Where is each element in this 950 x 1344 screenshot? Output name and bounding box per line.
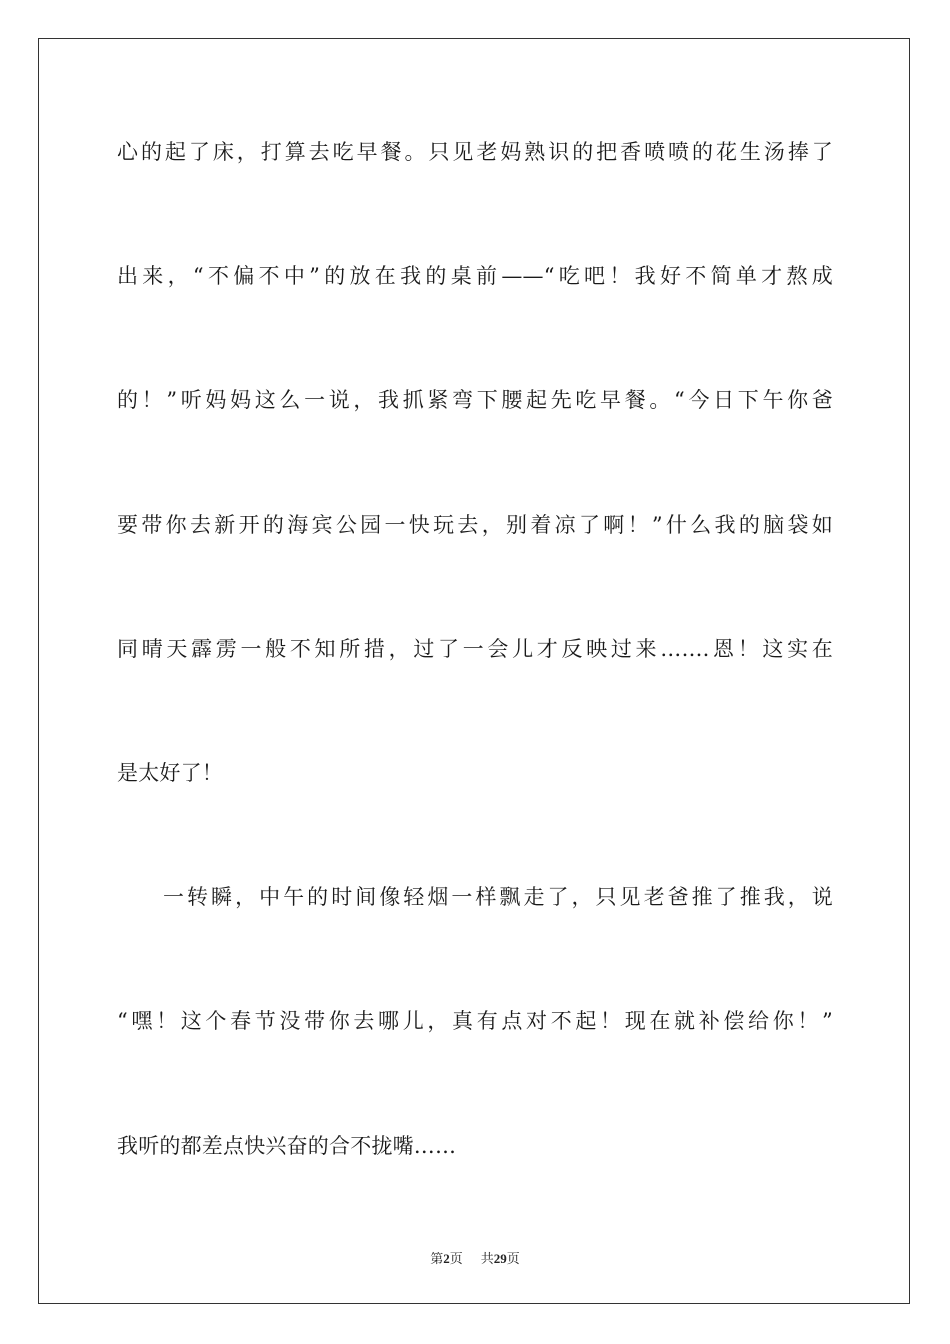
- footer-total-suffix: 页: [506, 1252, 520, 1267]
- text-line: 的！”听妈妈这么一说，我抓紧弯下腰起先吃早餐。“今日下午你爸: [117, 388, 833, 412]
- footer-page-prefix: 第: [430, 1252, 444, 1267]
- text-line: 出来，“不偏不中”的放在我的桌前——“吃吧！我好不简单才熬成: [117, 264, 833, 288]
- text-line: 心的起了床，打算去吃早餐。只见老妈熟识的把香喷喷的花生汤捧了: [117, 140, 833, 164]
- text-line: “嘿！这个春节没带你去哪儿，真有点对不起！现在就补偿给你！”: [117, 1009, 833, 1033]
- footer-total-prefix: 共: [480, 1252, 494, 1267]
- text-line: 同晴天霹雳一般不知所措，过了一会儿才反映过来…….恩！这实在: [117, 637, 833, 661]
- text-line: 是太好了！: [117, 761, 223, 785]
- footer-total-pages: 29: [493, 1251, 507, 1266]
- page-border: [38, 38, 910, 1304]
- footer-page-suffix: 页: [449, 1252, 463, 1267]
- page-footer: [0, 1251, 950, 1268]
- text-line: 我听的都差点快兴奋的合不拢嘴……: [117, 1134, 457, 1158]
- text-line: 要带你去新开的海宾公园一快玩去，别着凉了啊！”什么我的脑袋如: [117, 513, 833, 537]
- footer-page-number: 2: [443, 1251, 450, 1266]
- text-line-indented: 一转瞬，中午的时间像轻烟一样飘走了，只见老爸推了推我，说: [163, 885, 833, 909]
